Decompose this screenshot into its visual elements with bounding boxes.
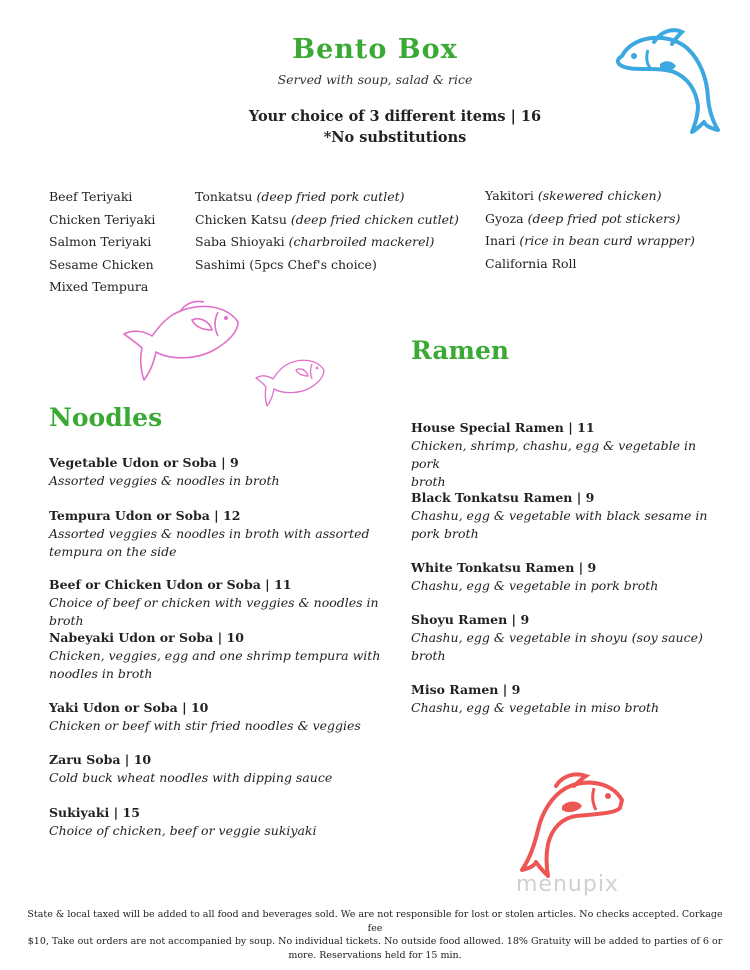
- ramen-item: [411, 611, 711, 665]
- noodles-item: [49, 629, 389, 683]
- bento-column-3: [485, 185, 695, 275]
- bento-item-name: Chicken Katsu: [195, 211, 287, 227]
- bento-item-name: Mixed Tempura: [49, 279, 149, 294]
- ramen-item: [411, 681, 711, 717]
- bento-item: [49, 231, 155, 254]
- bento-item: [485, 253, 695, 276]
- fish-icon-pink-small: [254, 356, 328, 408]
- noodles-item: [49, 576, 389, 630]
- noodles-item-description: Cold buck wheat noodles with dipping sauce: [49, 770, 333, 785]
- noodles-item-description: noodles in broth: [49, 666, 153, 681]
- ramen-item-description: Chashu, egg & vegetable in shoyu (soy sauce): [411, 630, 703, 645]
- footer-notice: [0, 908, 750, 962]
- bento-item-note: (rice in bean curd wrapper): [519, 233, 695, 248]
- noodles-item-description: Choice of beef or chicken with veggies & noodles in broth: [49, 595, 379, 628]
- bento-item-note: (deep fried pot stickers): [527, 210, 681, 226]
- bento-item-note: (charbroiled mackerel): [288, 234, 435, 249]
- footer-line: $10, Take out orders are not accompanied by soup. No individual tickets. No outside food allowed. 18% Gratuity will be added to parties of 6 or: [27, 936, 723, 947]
- ramen-item-name: Miso Ramen | 9: [411, 682, 521, 697]
- bento-item-name: Gyoza: [485, 210, 524, 226]
- bento-item-name: California Roll: [485, 255, 577, 271]
- ramen-item-name: Shoyu Ramen | 9: [411, 612, 530, 627]
- bento-item: [49, 186, 155, 209]
- bento-item-note: (deep fried pork cutlet): [256, 189, 405, 204]
- noodles-title: Noodles: [49, 403, 163, 432]
- bento-item-name: Yakitori: [485, 188, 534, 203]
- bento-subtitle: Served with soup, salad & rice: [277, 72, 473, 87]
- noodles-item: [49, 454, 389, 490]
- bento-item-name: Chicken Teriyaki: [49, 211, 156, 227]
- noodles-item-name: Nabeyaki Udon or Soba | 10: [49, 630, 244, 645]
- bento-item: [195, 186, 459, 209]
- bento-item-note: (deep fried chicken cutlet): [290, 211, 459, 227]
- bento-no-substitutions: *No substitutions: [323, 129, 467, 146]
- bento-item-name: Sesame Chicken: [49, 256, 154, 272]
- noodles-item-name: Sukiyaki | 15: [49, 805, 140, 820]
- noodles-item: [49, 751, 389, 787]
- ramen-item-name: Black Tonkatsu Ramen | 9: [411, 490, 595, 505]
- noodles-item-name: Beef or Chicken Udon or Soba | 11: [49, 577, 292, 592]
- bento-price-line: Your choice of 3 different items | 16: [248, 108, 542, 125]
- bento-item: [49, 276, 155, 299]
- bento-item: [485, 208, 695, 231]
- ramen-item-description: broth: [411, 474, 446, 489]
- fish-icon-red: [516, 772, 628, 880]
- bento-item-name: Salmon Teriyaki: [49, 234, 152, 249]
- noodles-item-name: Zaru Soba | 10: [49, 752, 152, 767]
- bento-item: [195, 231, 459, 254]
- watermark-text: menupix: [516, 872, 619, 897]
- bento-item-name: Tonkatsu: [195, 189, 253, 204]
- ramen-title: Ramen: [411, 336, 510, 365]
- ramen-item-name: House Special Ramen | 11: [411, 420, 595, 435]
- bento-column-2: [195, 186, 459, 276]
- ramen-item-description: Chicken, shrimp, chashu, egg & vegetable in pork: [411, 438, 697, 471]
- noodles-item-description: Chicken, veggies, egg and one shrimp tempura with: [49, 648, 381, 663]
- ramen-item-description: Chashu, egg & vegetable in pork broth: [411, 578, 659, 593]
- noodles-item-name: Yaki Udon or Soba | 10: [49, 700, 209, 715]
- bento-item: [485, 230, 695, 253]
- bento-item: [49, 209, 155, 232]
- noodles-item-name: Vegetable Udon or Soba | 9: [49, 455, 239, 470]
- noodles-item: [49, 699, 389, 735]
- bento-item-name: Inari: [485, 233, 516, 248]
- ramen-item: [411, 559, 711, 595]
- noodles-item: [49, 804, 389, 840]
- bento-item-name: Beef Teriyaki: [49, 189, 133, 204]
- bento-item-name: Saba Shioyaki: [195, 234, 285, 249]
- noodles-item-description: Chicken or beef with stir fried noodles & veggies: [49, 718, 361, 733]
- ramen-item-description: pork broth: [411, 526, 479, 541]
- bento-item: [195, 254, 459, 277]
- bento-item-name: Sashimi (5pcs Chef's choice): [195, 256, 377, 272]
- ramen-item: [411, 419, 711, 491]
- noodles-item-description: Assorted veggies & noodles in broth: [49, 473, 280, 488]
- noodles-item-description: Choice of chicken, beef or veggie sukiyaki: [49, 823, 317, 838]
- footer-line: State & local taxed will be added to all food and beverages sold. We are not responsible for lost or stolen articles. No checks accepted. Corkage fee: [27, 909, 723, 934]
- bento-item: [485, 185, 695, 208]
- ramen-item-name: White Tonkatsu Ramen | 9: [411, 560, 597, 575]
- noodles-item-description: Assorted veggies & noodles in broth with assorted: [49, 526, 370, 541]
- ramen-item-description: Chashu, egg & vegetable in miso broth: [411, 700, 660, 715]
- footer-line: more. Reservations held for 15 min.: [288, 949, 462, 961]
- noodles-item: [49, 507, 389, 561]
- bento-column-1: [49, 186, 155, 299]
- bento-item: [49, 254, 155, 277]
- bento-title: Bento Box: [292, 34, 458, 65]
- ramen-item-description: broth: [411, 648, 446, 663]
- fish-icon-pink: [122, 300, 244, 384]
- bento-item: [195, 209, 459, 232]
- noodles-item-description: tempura on the side: [49, 544, 177, 559]
- bento-item-note: (skewered chicken): [537, 188, 662, 203]
- ramen-item-description: Chashu, egg & vegetable with black sesame in: [411, 508, 708, 523]
- noodles-item-name: Tempura Udon or Soba | 12: [49, 508, 241, 523]
- ramen-item: [411, 489, 711, 543]
